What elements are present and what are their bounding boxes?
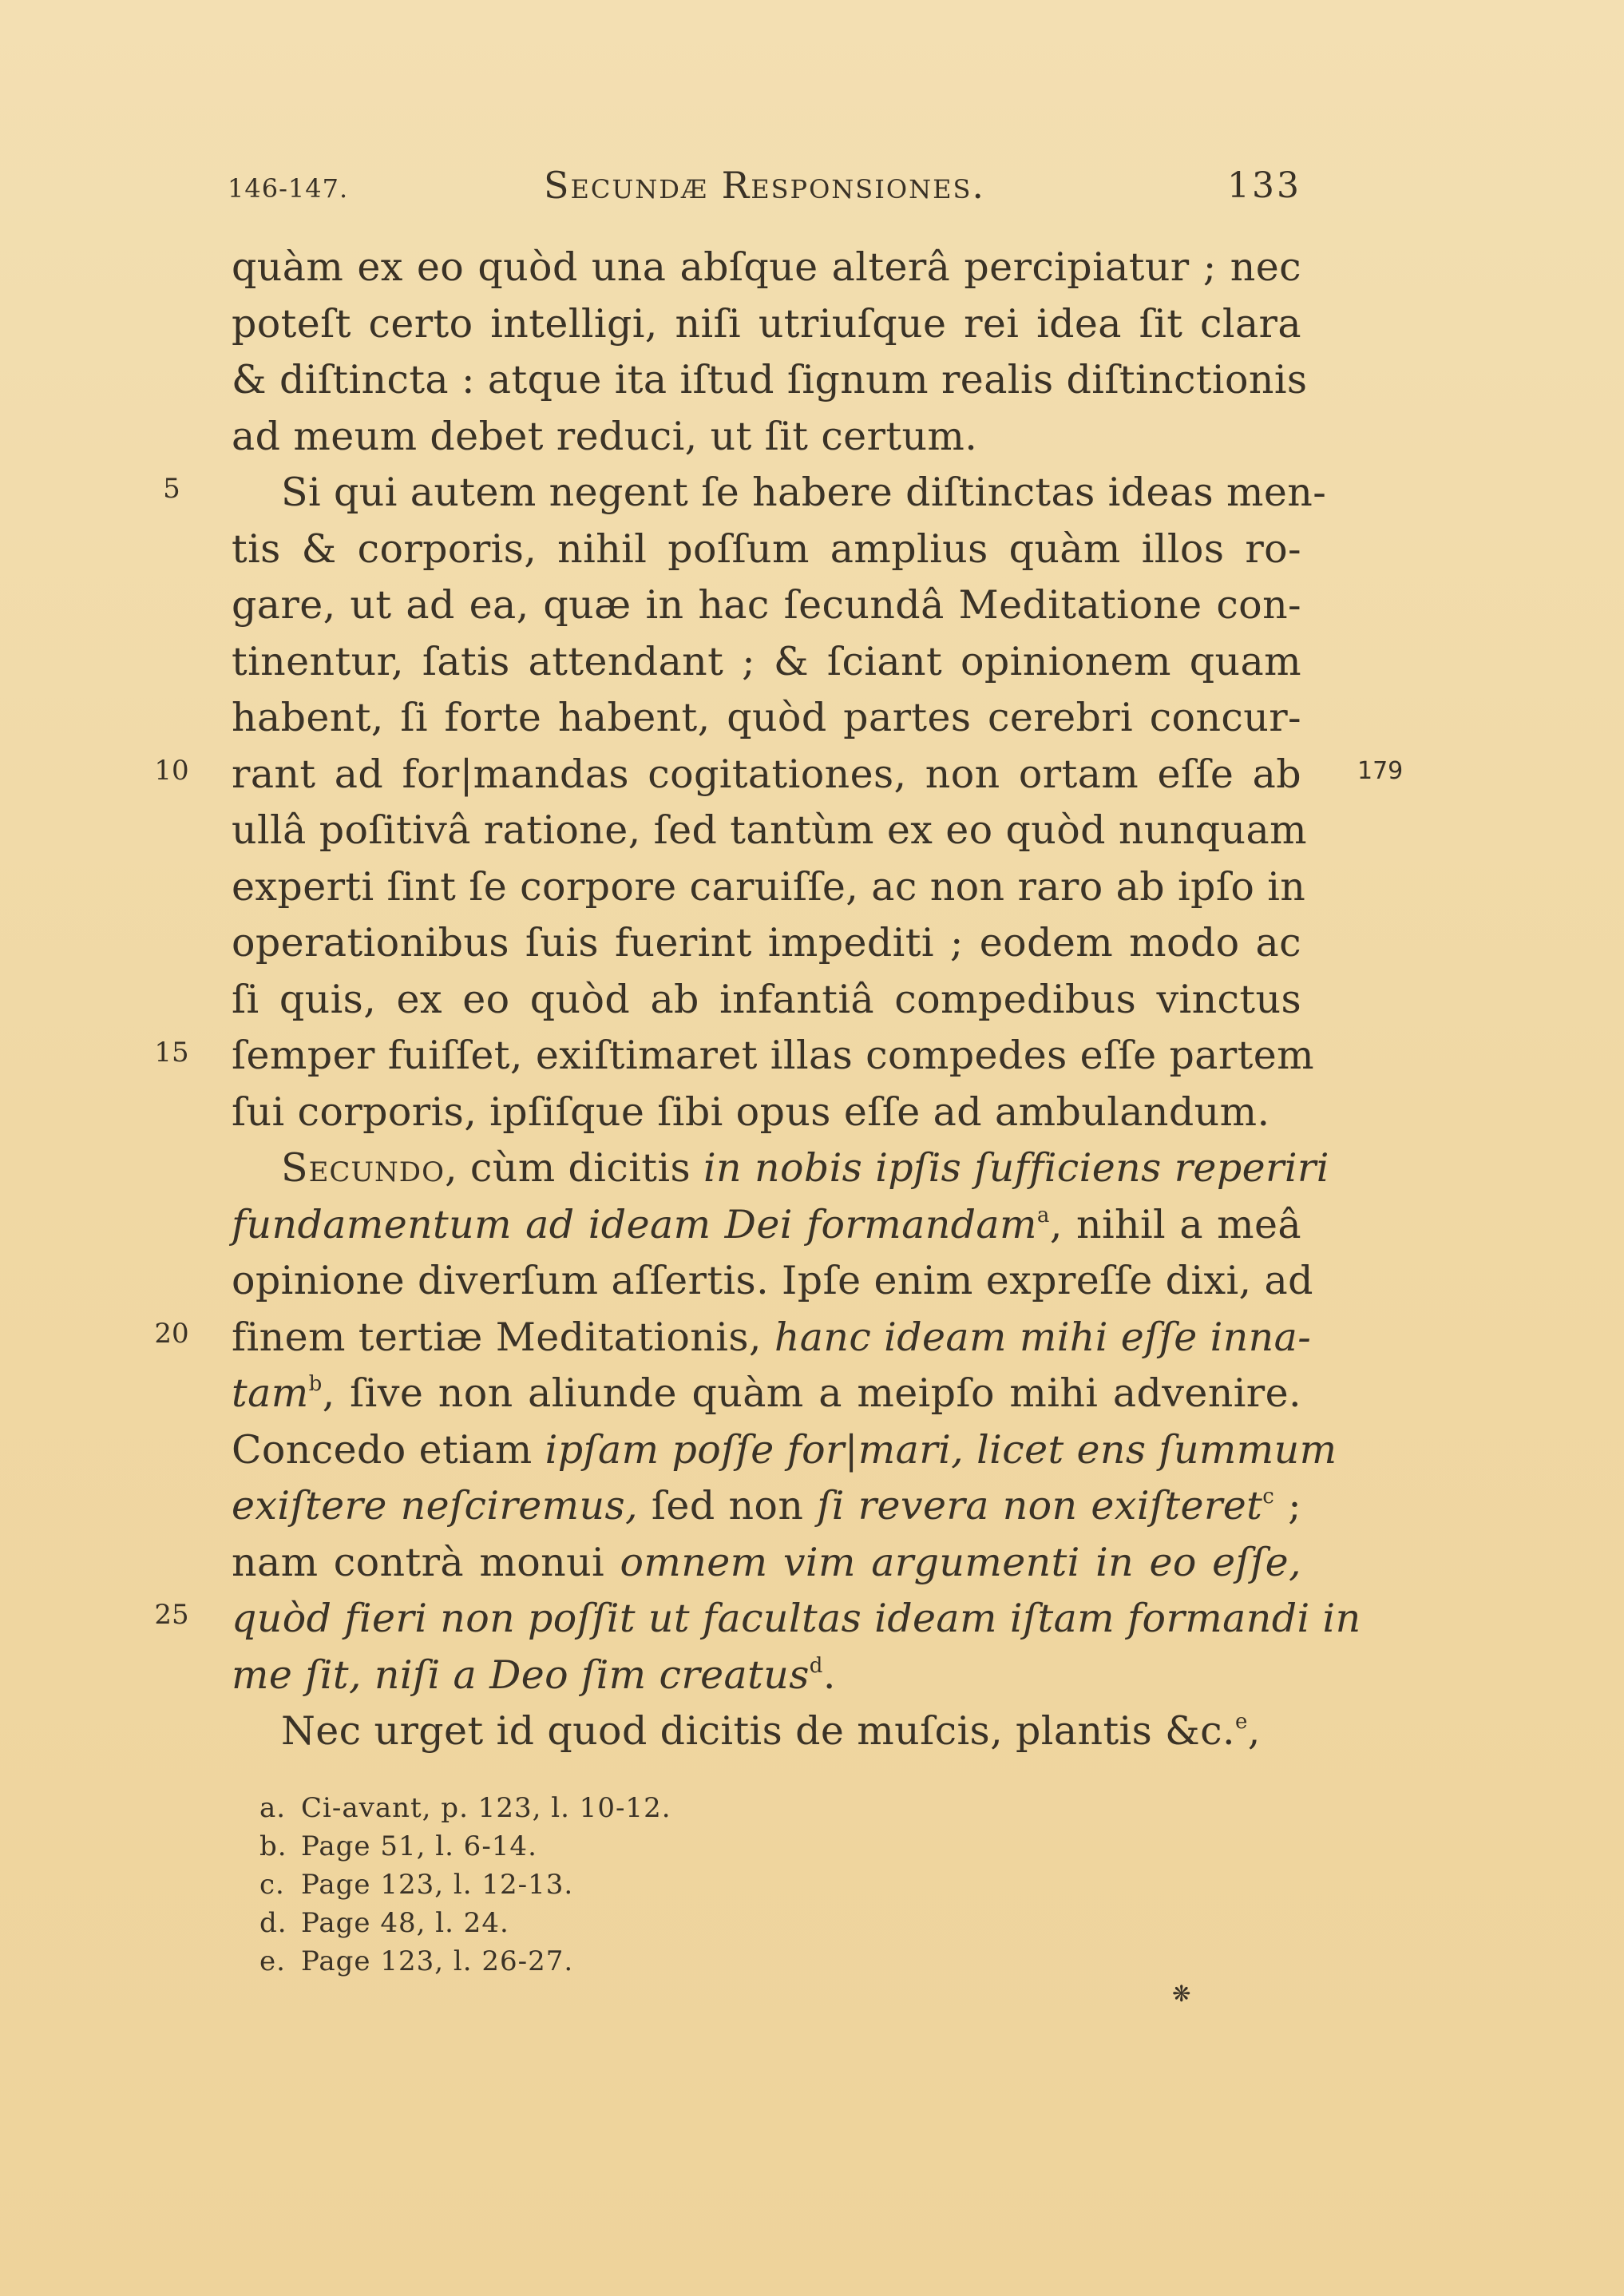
text-line: Nec urget id quod dicitis de muſcis, plantis &c.$^e$, [281, 1708, 1261, 1754]
page-title: Secundæ Responsiones. [543, 164, 986, 207]
text-line: fundamentum ad ideam Dei formandam$^a$, nihil a meâ [232, 1201, 1301, 1247]
line-number: 15 [154, 1037, 189, 1069]
text-line: ad meum debet reduci, ut ſit certum. [232, 413, 978, 459]
text-line: experti ſint ſe corpore caruiſſe, ac non raro ab ipſo in [232, 863, 1306, 910]
text-line: habent, ſi forte habent, quòd partes cerebri concur- [232, 695, 1301, 740]
main-text [232, 240, 1361, 1760]
text-line: ullâ poſitivâ ratione, ſed tantùm ex eo quòd nunquam [232, 807, 1307, 853]
line-number: 5 [163, 473, 180, 505]
footnote: c. Page 123, l. 12-13. [259, 1869, 574, 1901]
page-range: 146-147. [228, 173, 349, 204]
text-line: poteſt certo intelligi, niſi utriuſque rei idea ſit clara [232, 300, 1301, 347]
text-line: me ſit, niſi a Deo ſim creatus$^d$. [232, 1652, 836, 1698]
text-line: operationibus ſuis fuerint impediti ; eodem modo ac [232, 920, 1301, 966]
line-number: 20 [154, 1318, 189, 1350]
footnote-ref: b [308, 1372, 323, 1396]
text-line: Concedo etiam ipſam poſſe for|mari, licet ens ſummum [232, 1426, 1337, 1473]
text-line: Si qui autem negent ſe habere diſtinctas ideas men- [281, 470, 1327, 515]
footnote: d. Page 48, l. 24. [259, 1907, 509, 1939]
footnote-ref: d [809, 1653, 823, 1678]
footnote-ref: c [1262, 1485, 1275, 1509]
margin-page-number: 179 [1357, 757, 1404, 785]
footnote-ref: e [1234, 1710, 1248, 1734]
text-line: gare, ut ad ea, quæ in hac ſecundâ Meditatione con- [232, 582, 1301, 628]
running-header [228, 164, 1301, 212]
text-line: quòd fieri non poſſit ut facultas ideam iſtam formandi in [232, 1596, 1361, 1641]
text-line: exiſtere neſciremus, ſed non ſi revera non exiſteret$^c$ ; [232, 1483, 1301, 1529]
line-number: 10 [154, 755, 189, 787]
text-line: ſi quis, ex eo quòd ab infantiâ compedibus vinctus [232, 976, 1301, 1022]
footnotes [259, 1789, 978, 1981]
text-line: nam contrà monui omnem vim argumenti in eo eſſe, [232, 1539, 1301, 1585]
footnote: a. Ci-avant, p. 123, l. 10-12. [259, 1792, 671, 1824]
text-line: ſemper fuiſſet, exiſtimaret illas compedes eſſe partem [232, 1033, 1315, 1078]
text-line: Secundo, cùm dicitis in nobis ipſis ſufficiens reperiri [281, 1145, 1329, 1191]
asterism-ornament-icon: ❋ [1172, 1981, 1191, 2007]
footnote-ref: a [1036, 1203, 1050, 1227]
text-line: finem tertiæ Meditationis, hanc ideam mihi eſſe inna- [232, 1314, 1312, 1360]
text-line: ſui corporis, ipſiſque ſibi opus eſſe ad ambulandum. [232, 1089, 1270, 1135]
text-line: opinione diverſum aſſertis. Ipſe enim expreſſe dixi, ad [232, 1258, 1313, 1303]
text-line: tis & corporis, nihil poſſum amplius quàm illos ro- [232, 525, 1301, 572]
page-number: 133 [1227, 165, 1301, 206]
text-line: & diſtincta : atque ita iſtud ſignum realis diſtinctionis [232, 357, 1308, 402]
footnote: b. Page 51, l. 6-14. [259, 1830, 537, 1862]
line-number: 25 [154, 1599, 189, 1631]
text-line: rant ad for|mandas cogitationes, non ortam eſſe ab [232, 751, 1301, 797]
footnote: e. Page 123, l. 26-27. [259, 1945, 574, 1977]
text-line: tinentur, ſatis attendant ; & ſciant opinionem quam [232, 638, 1301, 684]
text-line: tam$^b$, ſive non aliunde quàm a meipſo mihi advenire. [232, 1370, 1301, 1416]
text-line: quàm ex eo quòd una abſque alterâ percipiatur ; nec [232, 244, 1301, 290]
